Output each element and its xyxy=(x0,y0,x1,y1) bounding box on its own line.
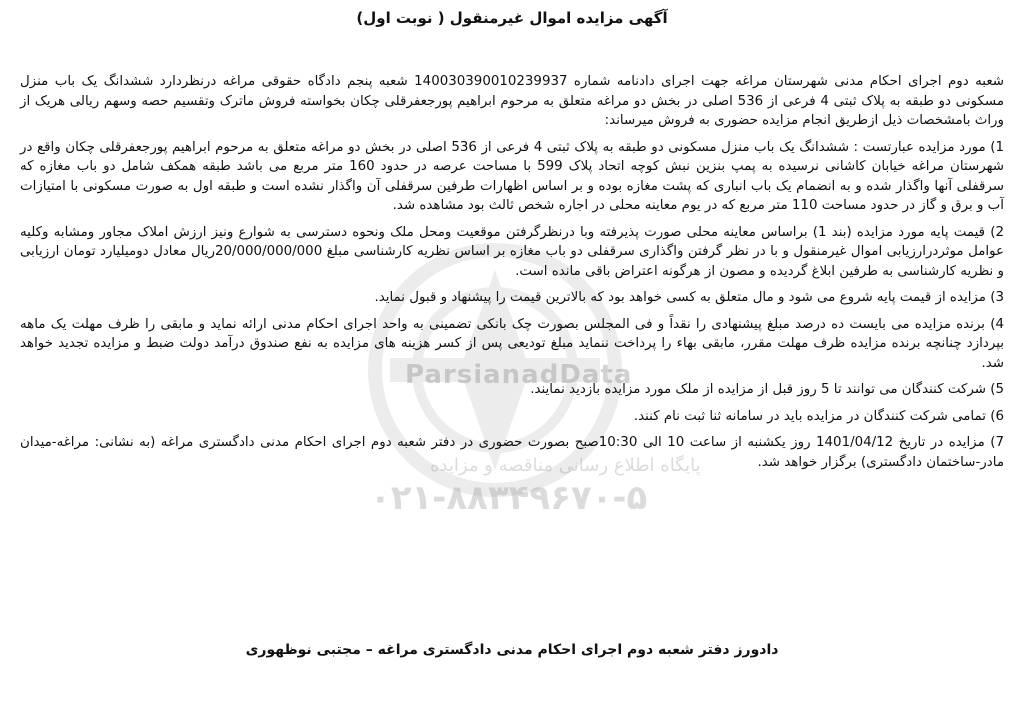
item-2: 2) قیمت پایه مورد مزایده (بند 1) براساس معاینه محلی صورت پذیرفته وبا درنظرگرفتن موقعیت ومحل ملک ونحوه دسترسی به شوارع ونیز ارزش املاک مجاور ومشابه وکلیه عوامل موثردرارزیابی اموال غیرمنقول و با در نظر گرفتن واگذاری سرقفلی دو باب مغازه بر اساس نظریه کارشناسی مبلغ 20/000/000/000ریال معادل دومیلیارد تومان ارزیابی و نظریه کارشناسی به طرفین ابلاغ گردیده و مصون از هرگونه اعتراض باقی مانده است. xyxy=(20,224,1005,279)
item-5: 5) شرکت کنندگان می توانند تا 5 روز قبل از مزایده از ملک مورد مزایده بازدید نمایند. xyxy=(530,382,1004,397)
intro-paragraph: شعبه دوم اجرای احکام مدنی شهرستان مراغه جهت اجرای دادنامه شماره 140030390010239937 شعبه پنجم دادگاه حقوقی مراغه درنظردارد ششدانگ یک باب منزل مسکونی دو طبقه به پلاک ثبتی 4 فرعی از 536 اصلی در بخش دو مراغه متعلق به مرحوم ابراهیم پورجعفرقلی چکان بخواسته فروش ماترک وتقسیم حصه وسهم ریالی هریک از وراث بامشخصات ذیل ازطریق انجام مزایده حضوری به فروش میرساند: xyxy=(20,74,1004,128)
watermark-subtitle: پایگاه اطلاع رسانی مناقصه و مزایده xyxy=(430,455,701,476)
item-6: 6) تمامی شرکت کنندگان در مزایده باید در سامانه ثنا ثبت نام کنند. xyxy=(633,408,1004,424)
item-3: 3) مزایده از قیمت پایه شروع می شود و مال متعلق به کسی خواهد بود که بالاترین قیمت را پیشنهاد و قبول نماید. xyxy=(374,290,1004,305)
item-4: 4) برنده مزایده می بایست ده درصد مبلغ پیشنهادی را نقداً و فی المجلس بصورت چک بانکی تضمینی به واحد اجرای احکام مدنی ارائه نماید و مابقی را ظرف مهلت یک ماهه بپردازد چنانچه برنده مزایده ظرف مهلت مقرر، مابقی بهاء را پرداخت ننماید مبلغ تودیعی پس از کسر هزینه های مزایده به نفع صندوق درآمد دولت ضبط و مزایده تجدید خواهد شد. xyxy=(20,316,1004,371)
watermark-brand: ParsianadData xyxy=(405,360,633,390)
signature-line: دادورز دفتر شعبه دوم اجرای احکام مدنی دادگستری مراغه – مجتبی نوظهوری xyxy=(245,642,779,658)
watermark-phone: ۰۲۱-۸۸۳۴۹۶۷۰-۵ xyxy=(370,478,648,518)
notice-title: آگهی مزایده اموال غیرمنقول ( نوبت اول) xyxy=(356,9,668,27)
notice-body xyxy=(20,72,1004,479)
item-1: 1) مورد مزایده عبارتست : ششدانگ یک باب منزل مسکونی دو طبقه به پلاک ثبتی 4 فرعی از 536 اصلی در بخش دو مراغه متعلق به مرحوم ابراهیم پورجعفرقلی چکان واقع در شهرستان مراغه خیابان کاشانی نرسیده به پمپ بنزین نبش کوچه اتحاد پلاک 599 با مساحت عرصه در حدود 160 متر مربع می باشد طبقه همکف شامل دو باب مغازه که سرقفلی آنها واگذار شده و به انضمام یک باب انباری که پشت مغازه بوده و بر اساس اظهارات طرفین سرقفلی آن واگذار نشده است و طبقه اول به صورت مسکونی با امتیازات آب و برق و گاز در حدود مساحت 110 متر مربع که در یوم معاینه محلی در اجاره شخص ثالث بود مشاهده شد. xyxy=(20,139,1004,213)
item-7: 7) مزایده در تاریخ 1401/04/12 روز یکشنبه از ساعت 10 الی 10:30صبح بصورت حضوری در دفتر شعبه دوم اجرای احکام مدنی دادگستری مراغه (به نشانی: مراغه-میدان مادر-ساختمان دادگستری) برگزار خواهد شد. xyxy=(20,435,1004,470)
